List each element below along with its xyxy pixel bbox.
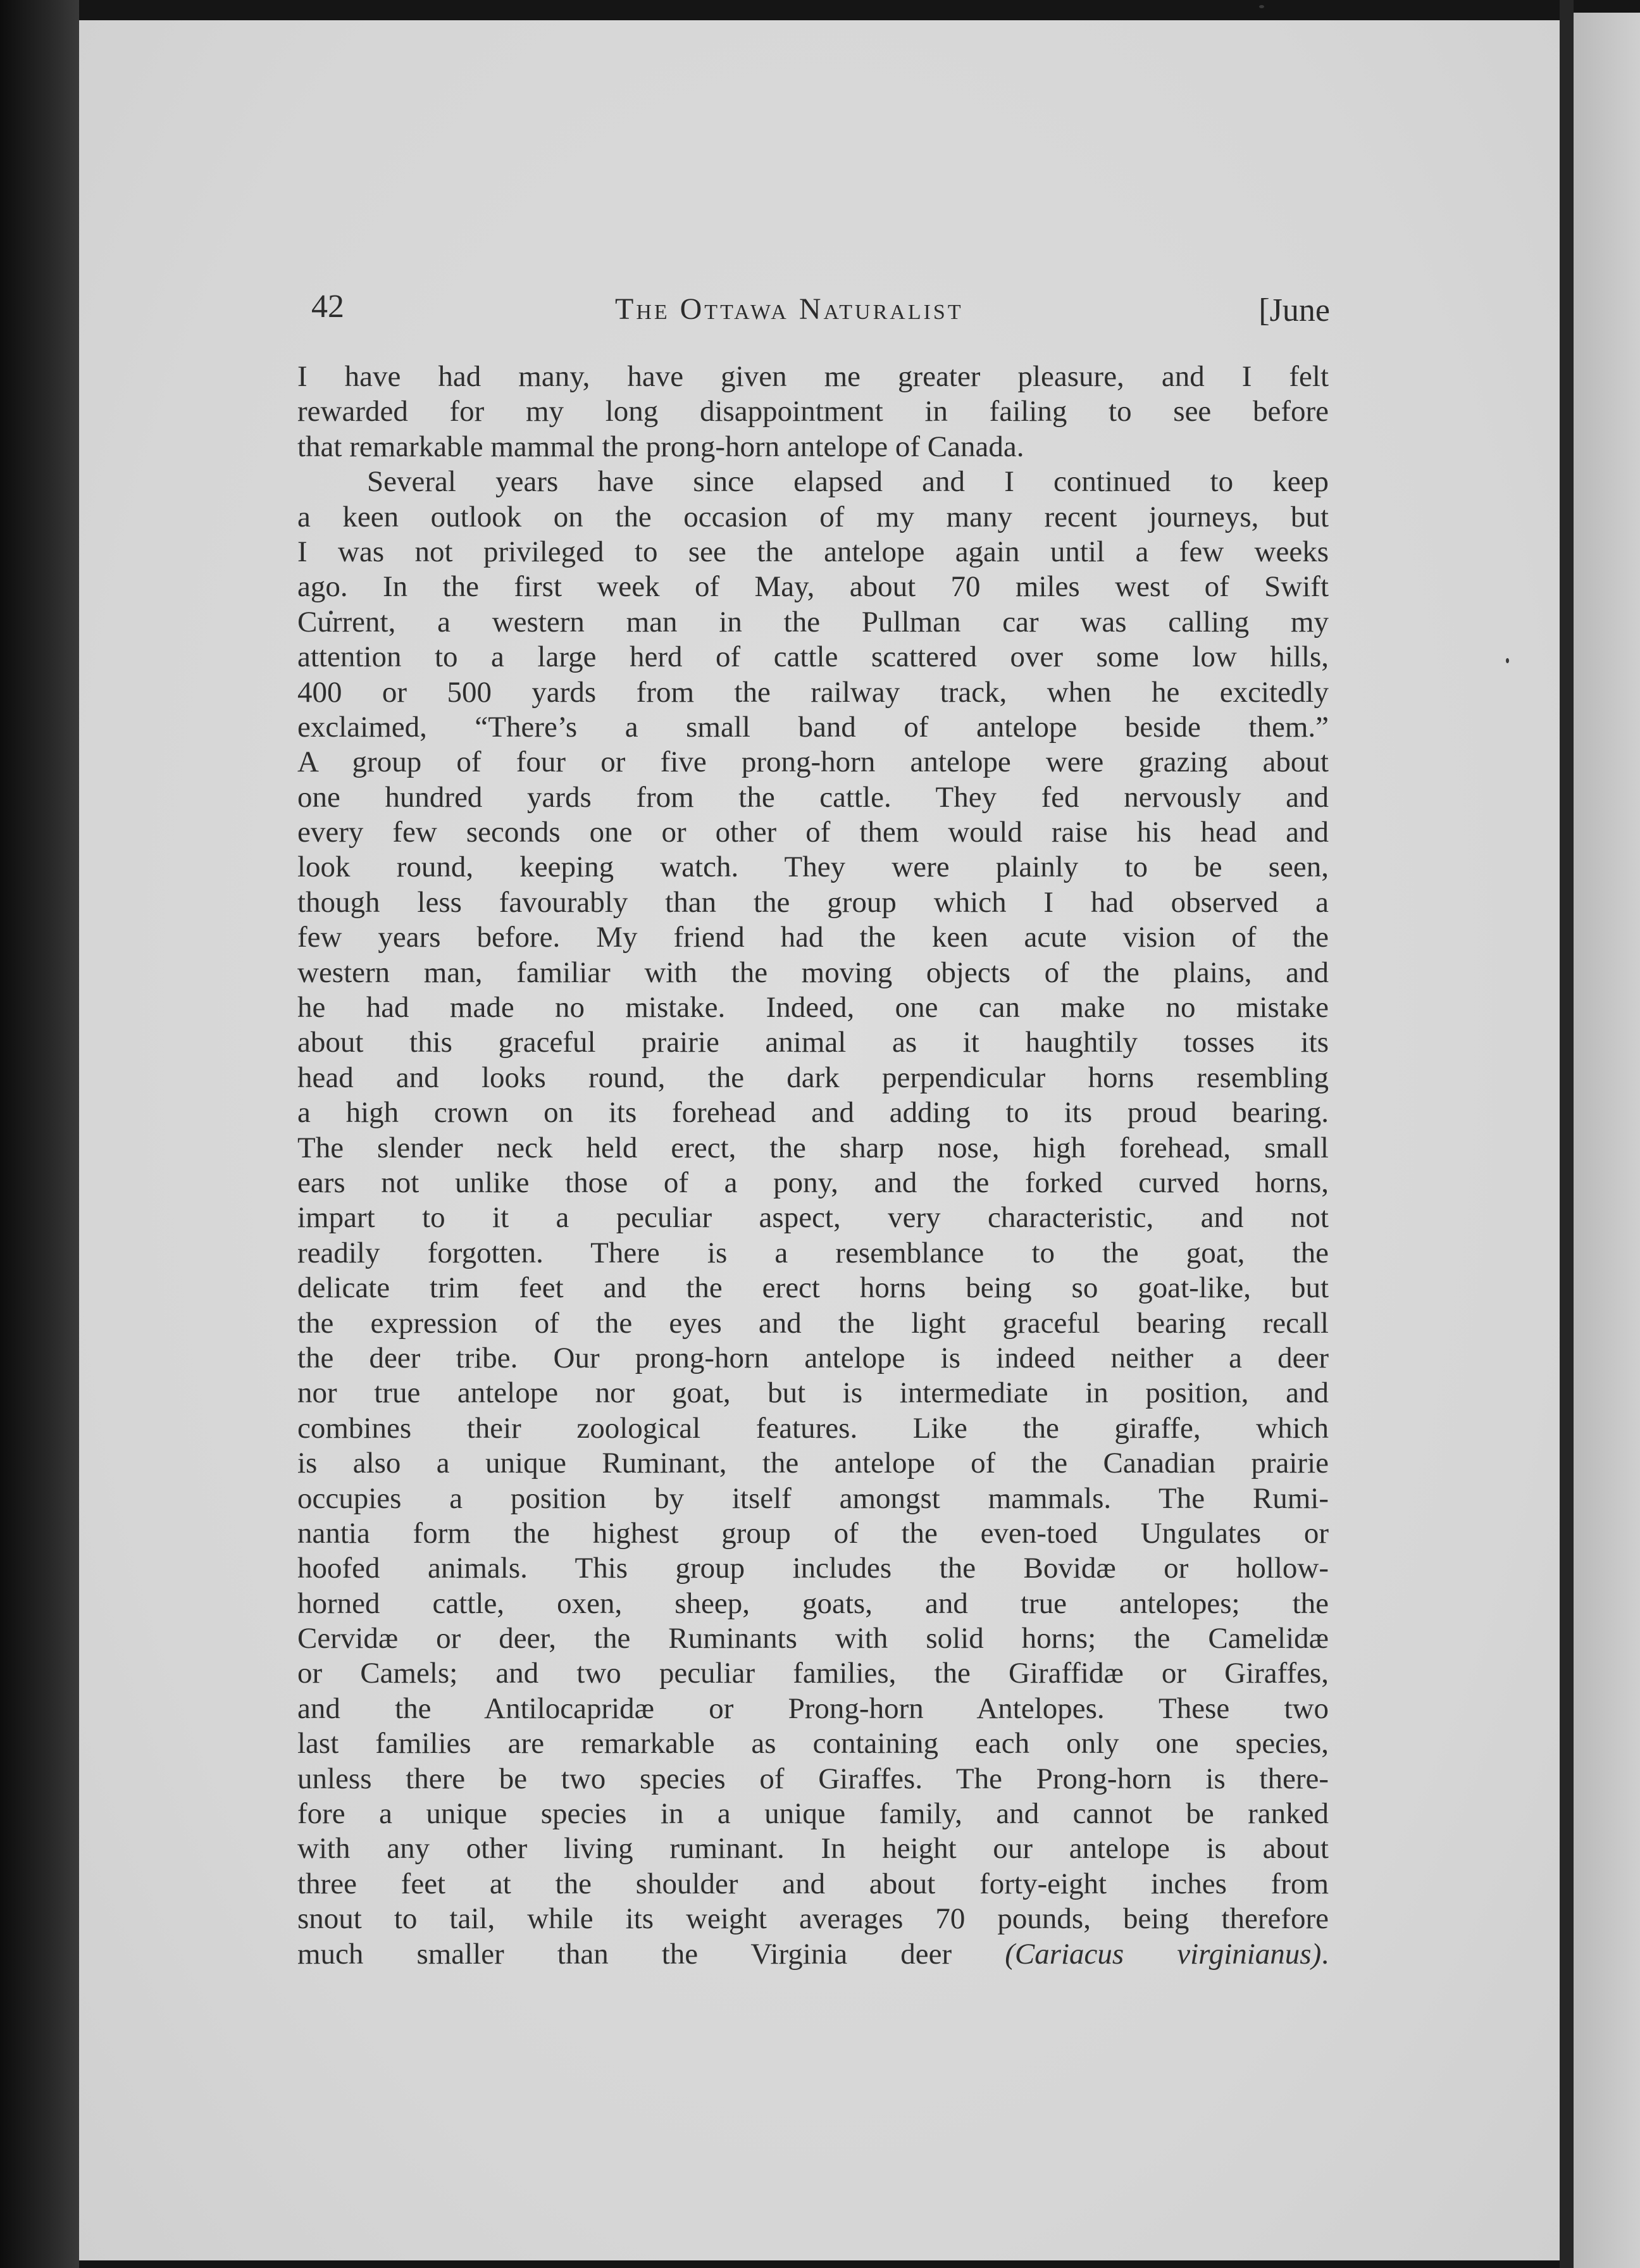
text-line-final — [297, 1937, 1329, 1972]
text-line: head and looks round, the dark perpendicular horns resembling — [297, 1061, 1329, 1094]
issue-month: [June — [1258, 292, 1330, 328]
text-line: hoofed animals. This group includes the Bovidæ or hollow- — [297, 1552, 1329, 1585]
text-line: nantia form the highest group of the even-toed Ungulates or — [297, 1516, 1329, 1550]
text-line: I have had many, have given me greater pleasure, and I felt — [297, 360, 1329, 393]
text-run: much smaller than the Virginia deer — [297, 1937, 1005, 1971]
adjacent-page-edge — [1574, 13, 1640, 2268]
text-line: a keen outlook on the occasion of my many recent journeys, but — [297, 500, 1329, 533]
text-line: attention to a large herd of cattle scattered over some low hills, — [297, 640, 1329, 674]
text-line: last families are remarkable as containing each only one species, — [297, 1727, 1329, 1760]
text-line: fore a unique species in a unique family, and cannot be ranked — [297, 1797, 1329, 1831]
species-name: (Cariacus virginianus) — [1005, 1937, 1322, 1971]
text-line: ago. In the first week of May, about 70 miles west of Swift — [297, 570, 1329, 604]
text-line: is also a unique Ruminant, the antelope of the Canadian prairie — [297, 1447, 1329, 1480]
text-line: every few seconds one or other of them would raise his head and — [297, 816, 1329, 849]
text-line: horned cattle, oxen, sheep, goats, and true antelopes; the — [297, 1586, 1329, 1620]
text-line: one hundred yards from the cattle. They fed nervously and — [297, 780, 1329, 814]
text-line: a high crown on its forehead and adding to its proud bearing. — [297, 1096, 1329, 1130]
text-line: combines their zoological features. Like the giraffe, which — [297, 1411, 1329, 1445]
text-line: exclaimed, “There’s a small band of antelope beside them.” — [297, 710, 1329, 744]
text-line: ears not unlike those of a pony, and the forked curved horns, — [297, 1166, 1329, 1199]
text-line: three feet at the shoulder and about forty-eight inches from — [297, 1867, 1329, 1900]
text-line: Cervidæ or deer, the Ruminants with solid horns; the Camelidæ — [297, 1622, 1329, 1655]
text-line: few years before. My friend had the keen acute vision of the — [297, 921, 1329, 954]
text-line: or Camels; and two peculiar families, the Giraffidæ or Giraffes, — [297, 1657, 1329, 1690]
text-line: though less favourably than the group which I had observed a — [297, 885, 1329, 919]
text-line: look round, keeping watch. They were plainly to be seen, — [297, 850, 1329, 884]
book-left-edge — [0, 0, 79, 2268]
text-line: nor true antelope nor goat, but is intermediate in position, and — [297, 1376, 1329, 1410]
text-line: occupies a position by itself amongst mammals. The Rumi- — [297, 1481, 1329, 1515]
article-body — [297, 359, 1329, 1972]
text-run: . — [1321, 1937, 1329, 1971]
text-line: delicate trim feet and the erect horns being so goat-like, but — [297, 1271, 1329, 1305]
text-line: and the Antilocapridæ or Prong-horn Antelopes. These two — [297, 1692, 1329, 1725]
text-line: that remarkable mammal the prong-horn antelope of Canada. — [297, 430, 1024, 463]
text-line: with any other living ruminant. In height our antelope is about — [297, 1832, 1329, 1866]
text-line: about this graceful prairie animal as it haughtily tosses its — [297, 1026, 1329, 1059]
page-number: 42 — [311, 289, 344, 325]
text-line: 400 or 500 yards from the railway track, when he excitedly — [297, 675, 1329, 709]
text-line: A group of four or five prong-horn antelope were grazing about — [297, 745, 1329, 779]
text-line: the expression of the eyes and the light graceful bearing recall — [297, 1306, 1329, 1340]
text-line: snout to tail, while its weight averages 70 pounds, being therefore — [297, 1902, 1329, 1936]
text-line: the deer tribe. Our prong-horn antelope is indeed neither a deer — [297, 1341, 1329, 1374]
book-gutter — [1560, 0, 1574, 2268]
page-header — [311, 288, 1330, 332]
text-line: impart to it a peculiar aspect, very characteristic, and not — [297, 1201, 1329, 1235]
text-line: readily forgotten. There is a resemblance to the goat, the — [297, 1236, 1329, 1269]
dust-speck — [1259, 5, 1264, 8]
text-line: he had made no mistake. Indeed, one can make no mistake — [297, 991, 1329, 1025]
text-line: western man, familiar with the moving objects of the plains, and — [297, 956, 1329, 989]
text-line: The slender neck held erect, the sharp nose, high forehead, small — [297, 1131, 1329, 1164]
running-title: The Ottawa Naturalist — [615, 292, 964, 326]
text-line: Several years have since elapsed and I continued to keep — [367, 465, 1329, 499]
text-line: rewarded for my long disappointment in failing to see before — [297, 395, 1329, 428]
text-line: unless there be two species of Giraffes. The Prong-horn is there- — [297, 1762, 1329, 1795]
text-line: I was not privileged to see the antelope again until a few weeks — [297, 535, 1329, 568]
dust-speck — [1506, 658, 1509, 663]
text-line: Current, a western man in the Pullman car was calling my — [297, 605, 1329, 639]
